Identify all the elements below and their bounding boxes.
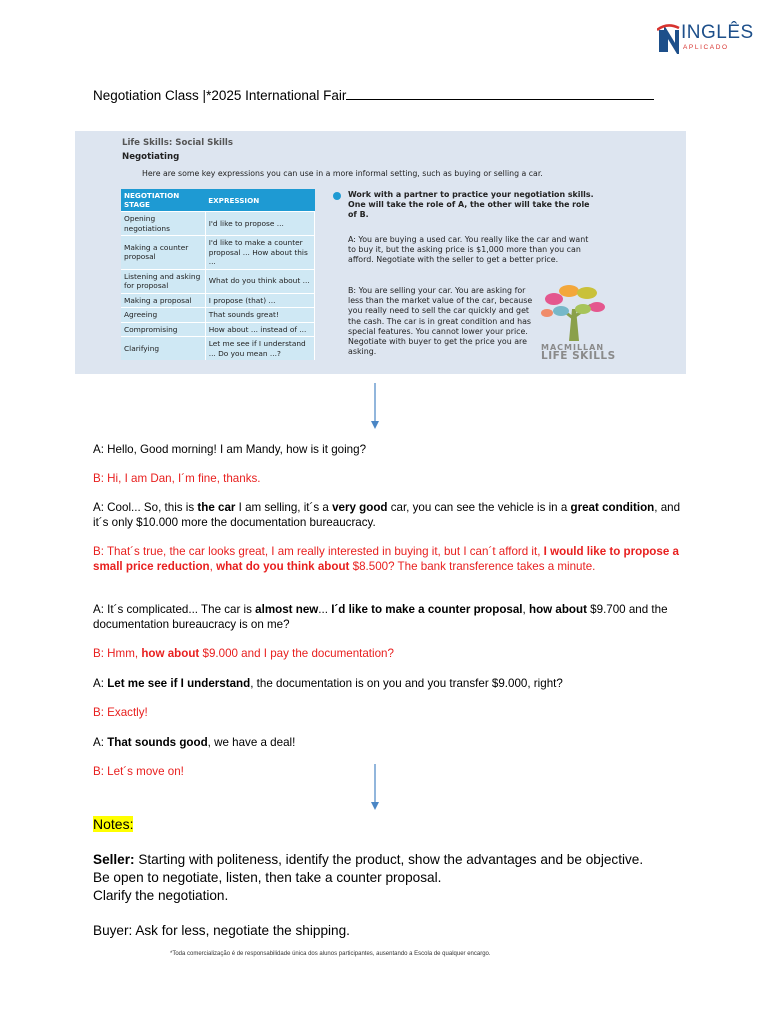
dialogue-line-a1: A: Hello, Good morning! I am Mandy, how is it going? (93, 443, 367, 456)
role-a-text: A: You are buying a used car. You really like the car and want to buy it, but the asking price is $1,000 more than you can afford. Negotiate with the seller to get a better price. (348, 235, 589, 265)
macmillan-life-skills-logo (541, 343, 616, 361)
expression-cell: That sounds great! (205, 308, 314, 323)
table-row (121, 269, 315, 293)
dialogue-line-a3: A: It´s complicated... The car is almost new... I´d like to make a counter proposal, how about $9.700 and the documentation bureaucracy is on me? (93, 603, 668, 631)
notes-label: Notes: (93, 816, 134, 832)
negotiation-table (121, 189, 315, 360)
stage-cell: Listening and asking for proposal (121, 269, 205, 293)
table-row (121, 293, 315, 308)
seller-note: Seller: Starting with politeness, identify the product, show the advantages and be objective. (93, 852, 644, 867)
book-header: Life Skills: Social Skills (122, 138, 233, 148)
document-title (93, 88, 654, 103)
down-arrow-icon (370, 383, 380, 429)
brand-bottom: LIFE SKILLS (541, 350, 616, 362)
expression-cell: I'd like to propose ... (205, 212, 314, 236)
footnote: *Toda comercialização é de responsabilidade única dos alunos participantes, ausentando a Escola de qualquer encargo. (170, 951, 491, 957)
dialogue-line-a5: A: That sounds good, we have a deal! (93, 736, 296, 749)
table-header: EXPRESSION (205, 189, 314, 212)
textbook-excerpt (75, 131, 686, 374)
dialogue-line-b5: B: Let´s move on! (93, 765, 184, 778)
book-instruction: Work with a partner to practice your negotiation skills. One will take the role of A, the other will take the role of B. (348, 190, 594, 220)
dialogue-line-b3: B: Hmm, how about $9.000 and I pay the documentation? (93, 647, 394, 660)
brand-top: MACMILLAN (541, 343, 605, 352)
book-subheader: Negotiating (122, 152, 180, 162)
stage-cell: Making a counter proposal (121, 236, 205, 270)
table-row (121, 308, 315, 323)
logo-word: INGLÊS (681, 22, 754, 43)
dialogue-line-a2: A: Cool... So, this is the car I am selling, it´s a very good car, you can see the vehicle is in a great condition, and it´s only $10.000 more the documentation bureaucracy. (93, 501, 681, 529)
buyer-note: Buyer: Ask for less, negotiate the shipping. (93, 923, 350, 938)
expression-cell: I propose (that) ... (205, 293, 314, 308)
stage-cell: Opening negotiations (121, 212, 205, 236)
table-row (121, 322, 315, 337)
ingles-aplicado-logo (657, 20, 754, 60)
dialogue-line-b1: B: Hi, I am Dan, I´m fine, thanks. (93, 472, 261, 485)
stage-cell: Clarifying (121, 337, 205, 361)
title-text: Negotiation Class |*2025 International Fair (93, 88, 347, 103)
open-note: Be open to negotiate, listen, then take a counter proposal. (93, 870, 442, 885)
stage-cell: Making a proposal (121, 293, 205, 308)
dialogue-line-b2: B: That´s true, the car looks great, I am really interested in buying it, but I can´t afford it, I would like to propose a small price reduction, what do you think about $8.500? The bank transference takes a minute. (93, 545, 679, 573)
dialogue-line-a4: A: Let me see if I understand, the documentation is on you and you transfer $9.000, right? (93, 677, 563, 690)
table-header: NEGOTIATION STAGE (121, 189, 205, 212)
expression-cell: I'd like to make a counter proposal ... How about this ... (205, 236, 314, 270)
logo-mark-icon (657, 24, 681, 54)
logo-subword: APLICADO (683, 44, 729, 51)
expression-cell: What do you think about ... (205, 269, 314, 293)
title-underline (346, 88, 654, 100)
down-arrow-icon (370, 764, 380, 810)
table-row (121, 236, 315, 270)
expression-cell: Let me see if I understand ... Do you mean ...? (205, 337, 314, 361)
expression-cell: How about ... instead of ... (205, 322, 314, 337)
clarify-note: Clarify the negotiation. (93, 888, 229, 903)
stage-cell: Agreeing (121, 308, 205, 323)
bullet-icon (333, 192, 341, 200)
table-row (121, 212, 315, 236)
role-b-text: B: You are selling your car. You are asking for less than the market value of the car, because you really need to sell the car quickly and get the cash. The car is in great condition and has special features. You cannot lower your price. Negotiate with buyer to get the price you are asking. (348, 286, 533, 357)
table-row (121, 337, 315, 361)
stage-cell: Compromising (121, 322, 205, 337)
speech-bubble-tree-icon (539, 279, 609, 341)
notes-label-wrap (93, 816, 133, 832)
book-intro: Here are some key expressions you can use in a more informal setting, such as buying or selling a car. (142, 169, 543, 178)
dialogue-line-b4: B: Exactly! (93, 706, 148, 719)
